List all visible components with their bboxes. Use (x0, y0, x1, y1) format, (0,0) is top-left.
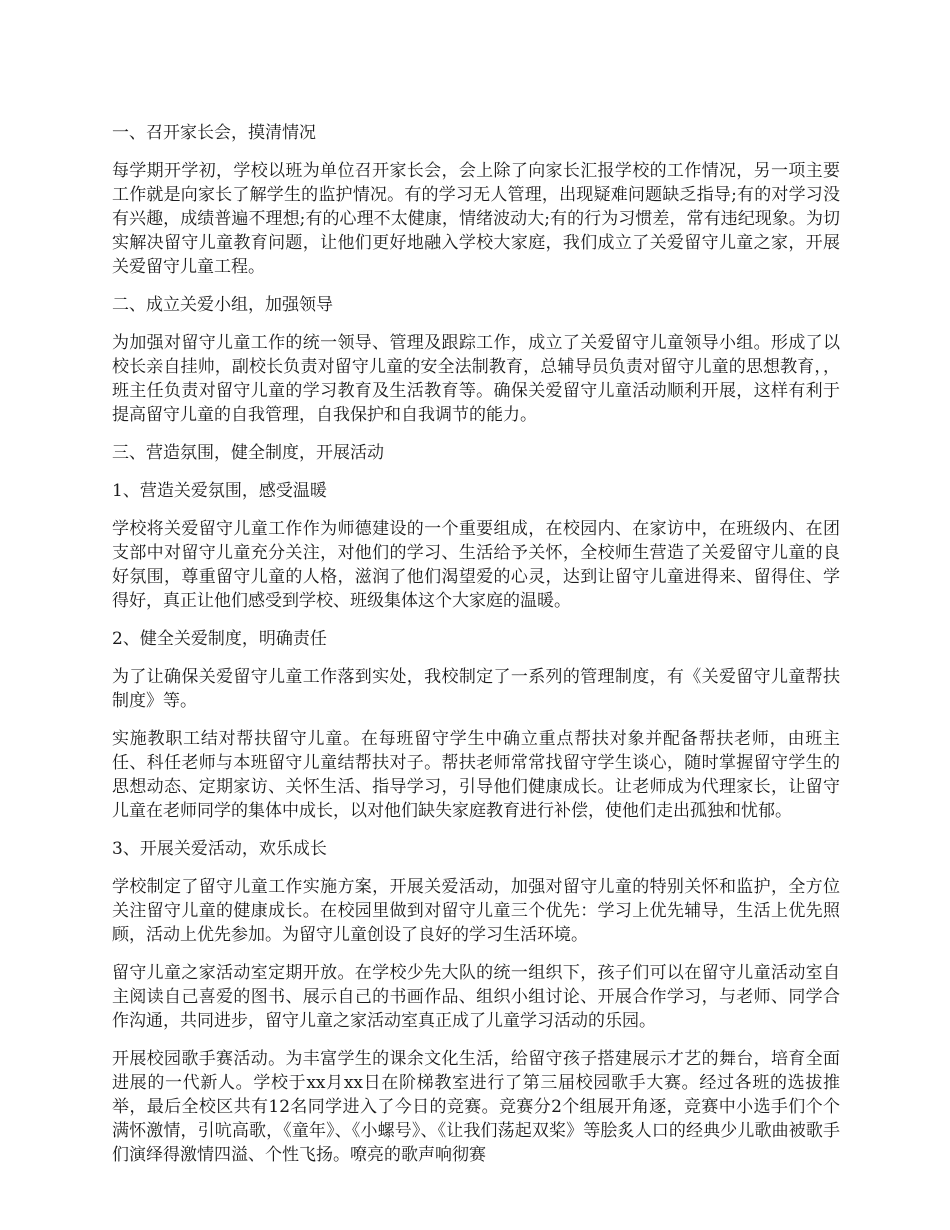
subsection-heading-2: 2、健全关爱制度，明确责任 (112, 629, 327, 649)
section-heading-3: 三、营造氛围，健全制度，开展活动 (112, 443, 384, 463)
section-heading-2: 二、成立关爱小组，加强领导 (112, 295, 333, 315)
paragraph-singing-contest: 开展校园歌手赛活动。为丰富学生的课余文化生活，给留守孩子搭建展示才艺的舞台，培育全面进展的一代新人。学校于xx月xx日在阶梯教室进行了第三届校园歌手大赛。经过各班的选拔推举，最后全校区共有12名同学进入了今日的竞赛。竞赛分2个组展开角逐，竞赛中小选手们个个满怀激情，引吭高歌，《童年》、《小螺号》、《让我们荡起双桨》等脍炙人口的经典少儿歌曲被歌手们演绎得激情四溢、个性飞扬。嘹亮的歌声响彻赛 (112, 1049, 840, 1165)
subsection-heading-1: 1、营造关爱氛围，感受温暖 (112, 481, 327, 501)
paragraph-mentoring: 实施教职工结对帮扶留守儿童。在每班留守学生中确立重点帮扶对象并配备帮扶老师，由班主任、科任老师与本班留守儿童结帮扶对子。帮扶老师常常找留守学生谈心，随时掌握留守学生的思想动态、定期家访、关怀生活、指导学习，引导他们健康成长。让老师成为代理家长，让留守儿童在老师同学的集体中成长，以对他们缺失家庭教育进行补偿，使他们走出孤独和忧郁。 (112, 729, 840, 821)
paragraph-caring-atmosphere: 学校将关爱留守儿童工作作为师德建设的一个重要组成，在校园内、在家访中，在班级内、在团支部中对留守儿童充分关注，对他们的学习、生活给予关怀，全校师生营造了关爱留守儿童的良好氛围，尊重留守儿童的人格，滋润了他们渴望爱的心灵，达到让留守儿童进得来、留得住、学得好，真正让他们感受到学校、班级集体这个大家庭的温暖。 (112, 519, 840, 611)
paragraph-leadership-group: 为加强对留守儿童工作的统一领导、管理及跟踪工作，成立了关爱留守儿童领导小组。形成了以校长亲自挂帅，副校长负责对留守儿童的安全法制教育，总辅导员负责对留守儿童的思想教育，，班主任负责对留守儿童的学习教育及生活教育等。确保关爱留守儿童活动顺利开展，这样有利于提高留守儿童的自我管理，自我保护和自我调节的能力。 (112, 333, 840, 425)
paragraph-parent-meeting: 每学期开学初，学校以班为单位召开家长会，会上除了向家长汇报学校的工作情况，另一项主要工作就是向家长了解学生的监护情况。有的学习无人管理，出现疑难问题缺乏指导;有的对学习没有兴趣，成绩普遍不理想;有的心理不太健康，情绪波动大;有的行为习惯差，常有违纪现象。为切实解决留守儿童教育问题，让他们更好地融入学校大家庭，我们成立了关爱留守儿童之家，开展关爱留守儿童工程。 (112, 161, 841, 277)
paragraph-management-system: 为了让确保关爱留守儿童工作落到实处，我校制定了一系列的管理制度，有《关爱留守儿童帮扶制度》等。 (112, 667, 840, 711)
section-heading-1: 一、召开家长会，摸清情况 (112, 123, 316, 143)
subsection-heading-3: 3、开展关爱活动，欢乐成长 (112, 839, 327, 859)
paragraph-activity-room: 留守儿童之家活动室定期开放。在学校少先大队的统一组织下，孩子们可以在留守儿童活动室自主阅读自己喜爱的图书、展示自己的书画作品、组织小组讨论、开展合作学习，与老师、同学合作沟通，共同进步，留守儿童之家活动室真正成了儿童学习活动的乐园。 (112, 963, 840, 1031)
paragraph-implementation-plan: 学校制定了留守儿童工作实施方案，开展关爱活动，加强对留守儿童的特别关怀和监护，全方位关注留守儿童的健康成长。在校园里做到对留守儿童三个优先：学习上优先辅导，生活上优先照顾，活动上优先参加。为留守儿童创设了良好的学习生活环境。 (112, 877, 840, 945)
document-body (112, 121, 840, 1167)
